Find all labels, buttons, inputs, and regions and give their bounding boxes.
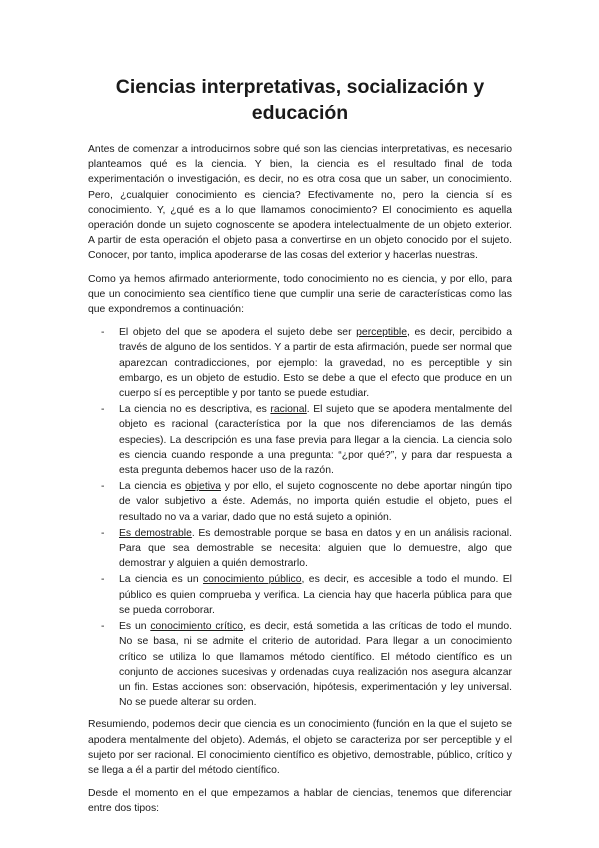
closing-paragraph: Desde el momento en el que empezamos a hablar de ciencias, tenemos que diferenciar entre dos tipos: [88,788,512,815]
list-item-text-before: La ciencia es [119,481,186,493]
list-dash: - [101,327,105,339]
list-item [88,572,512,618]
list-item-text-after: , es decir, es accesible a todo el mundo. El público es quien comprueba y verifica. La ciencia hay que hacerla pública para que se pueda corroborar. [119,574,512,616]
list-item [88,526,512,572]
keyword-conocimiento-critico: conocimiento crítico [150,621,244,633]
list-item-text-after: . Es demostrable porque se basa en datos y en un análisis racional. Para que sea demostrable se necesita: alguien que lo demuestre, algo que demostrar y alguien a quién demostrarlo. [119,527,512,570]
list-dash: - [101,404,105,416]
keyword-perceptible: perceptible [356,327,407,339]
list-item-text-after: y por ello, el sujeto cognoscente no debe aportar ningún tipo de valor subjetivo a éste. Además, no importa quién estudie el objeto, pues el resultado no va a variar, dado que no está sujeto a opinión. [119,481,512,523]
list-item-text-after: , es decir, está sometida a las críticas de todo el mundo. No se basa, ni se admite el criterio de autoridad. Para llegar a un conocimiento crítico se utiliza lo que llamamos método científico. El método científico es un conjunto de acciones sucesivas y ordenadas cuya realización nos asegura alcanzar un fin. Estas acciones son: observación, hipótesis, experimentación y ley universal. No se puede alterar su orden. [119,621,512,709]
characteristics-list [88,325,512,710]
keyword-racional: racional [270,404,307,416]
list-dash: - [101,481,105,493]
list-item-text-before: La ciencia es un [119,574,203,586]
list-item-text-before: La ciencia no es descriptiva, es [119,404,271,416]
list-item-text-after: , es decir, percibido a través de alguno de los sentidos. Y a partir de esta afirmación, puede ser normal que aparezcan contradicciones, por ejemplo: la gravedad, no es perceptible y sin embargo, es un objeto de estudio. Esto se debe a que el efecto que produce en un cuerpo sí es perceptible y por tanto se puede estudiar. [119,327,512,400]
list-dash: - [101,527,105,539]
list-item [88,619,512,710]
list-item-text-after: . El sujeto que se apodera mentalmente del objeto es racional (característica por la que nos diferenciamos de las demás especies). La descripción es una fase previa para llegar a la ciencia. La ciencia solo es ciencia cuando responde a una pregunta: “¿por qué?”, y para dar respuesta a esta pregunta debemos hacer uso de la razón. [119,404,513,477]
summary-paragraph: Resumiendo, podemos decir que ciencia es un conocimiento (función en la que el sujeto se apodera mentalmente del objeto). Además, el objeto se caracteriza por ser perceptible y el sujeto por ser racional. El conocimiento científico es objetivo, demostrable, público, crítico y se llega a él a partir del método científico. [88,719,512,776]
list-dash: - [101,621,105,633]
list-item [88,402,512,478]
document-title: Ciencias interpretativas, socialización y educación [115,76,485,124]
keyword-demostrable: Es demostrable [119,527,192,539]
list-item [88,479,512,525]
intro-paragraph: Antes de comenzar a introducirnos sobre qué son las ciencias interpretativas, es necesario planteamos qué es la ciencia. Y bien, la ciencia es el resultado final de toda experimentación o investigación, es decir, no es otra cosa que un saber, un conocimiento. Pero, ¿cualquier conocimiento es ciencia? Efectivamente no, pero la ciencia sí es conocimiento. Y, ¿qué es a lo que llamamos conocimiento? El conocimiento es aquella operación donde un sujeto cognoscente se apodera intelectualmente de un objeto exterior. A partir de esta operación el objeto pasa a convertirse en un objeto conocido por el sujeto. Conocer, por tanto, implica apoderarse de las cosas del exterior y hacerlas nuestras. [88,144,512,262]
keyword-conocimiento-publico: conocimiento público [202,574,302,586]
list-dash: - [101,574,105,586]
list-item-text-before: Es un [119,621,151,633]
list-item [88,325,512,401]
characteristics-intro-paragraph: Como ya hemos afirmado anteriormente, todo conocimiento no es ciencia, y por ello, para que un conocimiento sea científico tiene que cumplir una serie de características como las que expondremos a continuación: [88,273,512,316]
list-item-text-before: El objeto del que se apodera el sujeto debe ser [119,327,357,339]
keyword-objetiva: objetiva [185,481,221,493]
